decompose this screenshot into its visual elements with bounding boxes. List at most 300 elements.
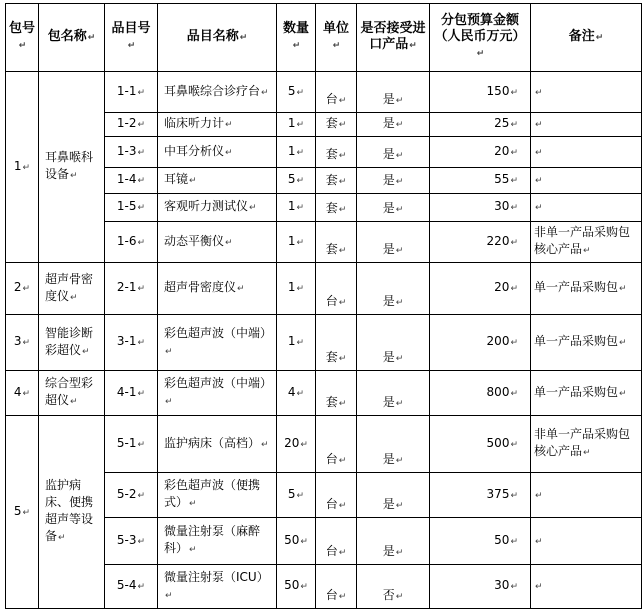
package-name-cell-text: 超声骨密度仪	[45, 271, 94, 303]
budget-cell	[430, 315, 531, 371]
package-no-cell	[6, 315, 39, 371]
paragraph-mark: ↵	[395, 151, 404, 161]
paragraph-mark: ↵	[338, 456, 347, 466]
paragraph-mark: ↵	[22, 284, 31, 294]
item-name-cell-text: 微量注射泵（麻醉科）	[164, 524, 261, 555]
imported-cell-text: 是	[382, 497, 395, 511]
imported-cell-text: 是	[382, 452, 395, 466]
unit-cell	[316, 113, 357, 137]
paragraph-mark: ↵	[300, 536, 308, 547]
paragraph-mark: ↵	[237, 284, 245, 294]
quantity-cell	[277, 473, 316, 518]
paragraph-mark: ↵	[583, 246, 591, 256]
imported-cell-text: 是	[382, 116, 395, 130]
paragraph-mark: ↵	[296, 87, 305, 98]
package-name-cell-text: 综合型彩超仪	[45, 376, 94, 407]
item-name-cell-text: 彩色超声波（中端）	[164, 325, 273, 340]
paragraph-mark: ↵	[165, 397, 173, 407]
item-name-cell-text: 彩色超声波（便携式）	[164, 478, 261, 509]
paragraph-mark: ↵	[296, 237, 305, 248]
item-no-cell	[105, 137, 158, 168]
paragraph-mark: ↵	[510, 388, 518, 399]
item-no-cell-text: 1-5	[116, 199, 137, 213]
paragraph-mark: ↵	[338, 96, 347, 106]
paragraph-mark: ↵	[338, 205, 347, 215]
package-name-cell	[39, 315, 105, 371]
paragraph-mark: ↵	[535, 147, 543, 158]
table-row	[6, 315, 642, 371]
budget-cell-text: 25	[494, 116, 510, 130]
paragraph-mark: ↵	[22, 507, 31, 518]
item-no-cell-text: 5-2	[116, 486, 137, 501]
paragraph-mark: ↵	[261, 87, 269, 98]
unit-cell-text: 台	[325, 294, 338, 308]
quantity-cell	[277, 416, 316, 473]
package-name-cell-text: 监护病床、便携超声等设备	[45, 478, 94, 543]
item-no-cell	[105, 194, 158, 222]
quantity-cell-text: 50	[284, 578, 300, 592]
item-name-cell-text: 超声骨密度仪	[164, 280, 237, 294]
table-row	[6, 371, 642, 416]
imported-cell-text: 是	[382, 92, 395, 106]
item-name-cell-text: 耳鼻喉综合诊疗台	[164, 83, 261, 98]
item-name-cell-text: 临床听力计	[164, 116, 225, 130]
budget-cell-text: 800	[486, 384, 510, 399]
item-no-cell-text: 2-1	[116, 280, 137, 294]
item-name-cell	[158, 518, 277, 565]
paragraph-mark: ↵	[583, 448, 591, 458]
unit-cell-text: 套	[325, 395, 338, 409]
unit-cell-text: 套	[325, 173, 338, 187]
paragraph-mark: ↵	[395, 246, 404, 256]
imported-cell	[357, 72, 430, 113]
paragraph-mark: ↵	[225, 237, 233, 248]
package-name-cell-text: 智能诊断彩超仪	[45, 325, 94, 357]
paragraph-mark: ↵	[510, 490, 518, 501]
unit-cell	[316, 565, 357, 609]
package-no-cell-text: 5	[13, 503, 22, 518]
unit-cell	[316, 473, 357, 518]
paragraph-mark: ↵	[535, 203, 543, 213]
paragraph-mark: ↵	[395, 456, 404, 466]
item-name-cell	[158, 72, 277, 113]
paragraph-mark: ↵	[395, 96, 404, 106]
remark-cell	[531, 473, 642, 518]
paragraph-mark: ↵	[189, 499, 197, 509]
item-name-cell	[158, 113, 277, 137]
budget-cell	[430, 518, 531, 565]
item-name-cell-text: 监护病床（高档）	[164, 435, 261, 450]
paragraph-mark: ↵	[510, 536, 518, 547]
budget-cell	[430, 72, 531, 113]
paragraph-mark: ↵	[510, 203, 518, 213]
remark-cell-text: 非单一产品采购包核心产品	[534, 225, 631, 256]
paragraph-mark: ↵	[338, 592, 347, 602]
item-name-cell	[158, 473, 277, 518]
header-package-name: 包名称↵	[39, 4, 105, 72]
unit-cell	[316, 194, 357, 222]
imported-cell	[357, 168, 430, 194]
paragraph-mark: ↵	[300, 582, 308, 592]
unit-cell-text: 台	[325, 92, 338, 106]
package-name-cell	[39, 72, 105, 263]
header-item-no: 品目号↵	[105, 4, 158, 72]
imported-cell	[357, 416, 430, 473]
paragraph-mark: ↵	[296, 338, 305, 348]
paragraph-mark: ↵	[137, 490, 146, 501]
remark-cell	[531, 315, 642, 371]
remark-cell	[531, 113, 642, 137]
budget-cell	[430, 565, 531, 609]
imported-cell-text: 是	[382, 350, 395, 364]
remark-cell	[531, 168, 642, 194]
paragraph-mark: ↵	[510, 120, 518, 130]
item-name-cell-text: 动态平衡仪	[164, 233, 225, 248]
paragraph-mark: ↵	[22, 338, 31, 348]
item-no-cell-text: 5-1	[116, 435, 137, 450]
paragraph-mark: ↵	[395, 501, 404, 511]
paragraph-mark: ↵	[189, 545, 197, 555]
item-no-cell	[105, 168, 158, 194]
header-unit: 单位↵	[316, 4, 357, 72]
imported-cell-text: 是	[382, 395, 395, 409]
budget-cell-text: 20	[494, 143, 510, 158]
remark-cell	[531, 371, 642, 416]
remark-cell-text: 非单一产品采购包核心产品	[534, 427, 631, 458]
paragraph-mark: ↵	[137, 388, 146, 399]
remark-cell	[531, 137, 642, 168]
imported-cell-text: 是	[382, 242, 395, 256]
quantity-cell	[277, 168, 316, 194]
quantity-cell-text: 5	[287, 486, 296, 501]
header-imported: 是否接受进口产品↵	[357, 4, 430, 72]
item-no-cell-text: 5-4	[116, 578, 137, 592]
paragraph-mark: ↵	[296, 120, 305, 130]
paragraph-mark: ↵	[82, 346, 90, 357]
budget-cell	[430, 222, 531, 263]
budget-cell	[430, 263, 531, 315]
budget-cell-text: 55	[494, 172, 510, 186]
paragraph-mark: ↵	[510, 439, 518, 450]
imported-cell-text: 是	[382, 201, 395, 215]
package-no-cell	[6, 263, 39, 315]
paragraph-mark: ↵	[338, 399, 347, 409]
paragraph-mark: ↵	[535, 582, 543, 592]
budget-cell-text: 200	[486, 334, 510, 348]
budget-cell	[430, 168, 531, 194]
unit-cell-text: 台	[325, 452, 338, 466]
imported-cell	[357, 113, 430, 137]
paragraph-mark: ↵	[338, 151, 347, 161]
paragraph-mark: ↵	[535, 536, 543, 547]
table-body	[6, 72, 642, 609]
package-no-cell	[6, 371, 39, 416]
item-no-cell-text: 3-1	[116, 334, 137, 348]
item-no-cell	[105, 222, 158, 263]
item-no-cell-text: 1-6	[116, 233, 137, 248]
paragraph-mark: ↵	[70, 292, 78, 303]
budget-cell-text: 375	[486, 486, 510, 501]
paragraph-mark: ↵	[137, 439, 146, 450]
quantity-cell	[277, 72, 316, 113]
paragraph-mark: ↵	[137, 237, 146, 248]
item-name-cell-text: 客观听力测试仪	[164, 199, 249, 213]
paragraph-mark: ↵	[137, 338, 146, 348]
remark-cell	[531, 72, 642, 113]
item-no-cell	[105, 518, 158, 565]
header-remarks: 备注↵	[531, 4, 642, 72]
paragraph-mark: ↵	[225, 120, 233, 130]
paragraph-mark: ↵	[338, 120, 347, 130]
quantity-cell	[277, 222, 316, 263]
paragraph-mark: ↵	[70, 171, 78, 181]
remark-cell	[531, 518, 642, 565]
package-no-cell	[6, 72, 39, 263]
paragraph-mark: ↵	[70, 397, 78, 407]
unit-cell	[316, 72, 357, 113]
paragraph-mark: ↵	[510, 87, 518, 98]
header-item-name: 品目名称↵	[158, 4, 277, 72]
unit-cell-text: 台	[325, 588, 338, 602]
paragraph-mark: ↵	[510, 582, 518, 592]
imported-cell-text: 是	[382, 294, 395, 308]
remark-cell	[531, 416, 642, 473]
item-no-cell	[105, 72, 158, 113]
unit-cell	[316, 137, 357, 168]
unit-cell	[316, 315, 357, 371]
item-name-cell	[158, 371, 277, 416]
quantity-cell-text: 5	[287, 83, 296, 98]
unit-cell	[316, 168, 357, 194]
header-package-no: 包号↵	[6, 4, 39, 72]
paragraph-mark: ↵	[225, 147, 233, 158]
paragraph-mark: ↵	[165, 590, 173, 601]
package-no-cell-text: 4	[13, 384, 22, 399]
package-name-cell	[39, 371, 105, 416]
paragraph-mark: ↵	[338, 501, 347, 511]
quantity-cell-text: 50	[284, 532, 300, 547]
paragraph-mark: ↵	[619, 338, 627, 348]
imported-cell	[357, 137, 430, 168]
header-row	[6, 4, 642, 72]
unit-cell-text: 台	[325, 544, 338, 558]
paragraph-mark: ↵	[261, 439, 269, 450]
unit-cell	[316, 416, 357, 473]
paragraph-mark: ↵	[395, 177, 404, 187]
quantity-cell-text: 1	[287, 233, 296, 248]
paragraph-mark: ↵	[395, 399, 404, 409]
paragraph-mark: ↵	[395, 298, 404, 308]
package-no-cell-text: 1	[13, 158, 22, 173]
budget-cell-text: 30	[494, 199, 510, 213]
paragraph-mark: ↵	[22, 162, 31, 173]
quantity-cell	[277, 263, 316, 315]
package-name-cell-text: 耳鼻喉科设备	[45, 150, 94, 181]
procurement-table	[5, 3, 642, 609]
unit-cell-text: 套	[325, 201, 338, 215]
item-no-cell	[105, 263, 158, 315]
unit-cell-text: 套	[325, 116, 338, 130]
item-name-cell-text: 中耳分析仪	[164, 143, 225, 158]
paragraph-mark: ↵	[395, 120, 404, 130]
budget-cell	[430, 416, 531, 473]
item-no-cell-text: 1-4	[116, 172, 137, 186]
quantity-cell	[277, 113, 316, 137]
table-row	[6, 263, 642, 315]
imported-cell	[357, 315, 430, 371]
budget-cell-text: 220	[486, 233, 510, 248]
imported-cell-text: 是	[382, 544, 395, 558]
paragraph-mark: ↵	[510, 284, 518, 294]
paragraph-mark: ↵	[165, 346, 173, 357]
remark-cell	[531, 565, 642, 609]
paragraph-mark: ↵	[619, 388, 627, 399]
paragraph-mark: ↵	[296, 388, 305, 399]
paragraph-mark: ↵	[58, 533, 66, 543]
quantity-cell-text: 1	[287, 280, 296, 294]
paragraph-mark: ↵	[338, 298, 347, 308]
paragraph-mark: ↵	[296, 147, 305, 158]
paragraph-mark: ↵	[395, 354, 404, 364]
item-no-cell-text: 5-3	[116, 532, 137, 547]
item-no-cell	[105, 371, 158, 416]
remark-cell	[531, 263, 642, 315]
paragraph-mark: ↵	[395, 592, 404, 602]
paragraph-mark: ↵	[395, 205, 404, 215]
paragraph-mark: ↵	[137, 284, 146, 294]
budget-cell	[430, 473, 531, 518]
unit-cell	[316, 222, 357, 263]
budget-cell-text: 50	[494, 532, 510, 547]
remark-cell	[531, 222, 642, 263]
paragraph-mark: ↵	[296, 176, 305, 186]
quantity-cell-text: 4	[287, 384, 296, 399]
paragraph-mark: ↵	[338, 354, 347, 364]
imported-cell	[357, 194, 430, 222]
quantity-cell	[277, 518, 316, 565]
item-name-cell	[158, 315, 277, 371]
imported-cell	[357, 263, 430, 315]
item-no-cell-text: 1-2	[116, 116, 137, 130]
paragraph-mark: ↵	[510, 176, 518, 186]
header-budget: 分包预算金额（人民币万元）↵	[430, 4, 531, 72]
imported-cell-text: 否	[382, 588, 395, 602]
paragraph-mark: ↵	[338, 548, 347, 558]
paragraph-mark: ↵	[137, 176, 146, 186]
paragraph-mark: ↵	[535, 490, 543, 501]
quantity-cell-text: 5	[287, 172, 296, 186]
paragraph-mark: ↵	[296, 203, 305, 213]
item-name-cell	[158, 137, 277, 168]
paragraph-mark: ↵	[137, 582, 146, 592]
quantity-cell-text: 1	[287, 143, 296, 158]
package-no-cell-text: 3	[13, 334, 22, 348]
paragraph-mark: ↵	[137, 536, 146, 547]
unit-cell-text: 台	[325, 497, 338, 511]
item-name-cell-text: 微量注射泵（ICU）	[164, 569, 269, 584]
unit-cell-text: 套	[325, 242, 338, 256]
paragraph-mark: ↵	[510, 237, 518, 248]
budget-cell-text: 500	[486, 435, 510, 450]
item-name-cell	[158, 416, 277, 473]
item-name-cell	[158, 565, 277, 609]
paragraph-mark: ↵	[300, 439, 308, 450]
package-no-cell-text: 2	[13, 280, 22, 294]
paragraph-mark: ↵	[535, 176, 543, 186]
paragraph-mark: ↵	[535, 87, 543, 98]
imported-cell	[357, 371, 430, 416]
unit-cell	[316, 371, 357, 416]
table-row	[6, 72, 642, 113]
item-name-cell	[158, 222, 277, 263]
imported-cell	[357, 518, 430, 565]
imported-cell	[357, 565, 430, 609]
paragraph-mark: ↵	[137, 120, 146, 130]
imported-cell-text: 是	[382, 147, 395, 161]
unit-cell-text: 套	[325, 147, 338, 161]
budget-cell-text: 20	[494, 280, 510, 294]
table-row	[6, 416, 642, 473]
budget-cell-text: 150	[486, 83, 510, 98]
imported-cell	[357, 222, 430, 263]
budget-cell	[430, 113, 531, 137]
paragraph-mark: ↵	[296, 284, 305, 294]
quantity-cell	[277, 371, 316, 416]
remark-cell	[531, 194, 642, 222]
item-no-cell-text: 1-1	[116, 83, 137, 98]
paragraph-mark: ↵	[510, 147, 518, 158]
item-no-cell	[105, 113, 158, 137]
item-no-cell-text: 1-3	[116, 143, 137, 158]
item-no-cell-text: 4-1	[116, 384, 137, 399]
remark-cell-text: 单一产品采购包	[534, 280, 619, 294]
item-name-cell	[158, 263, 277, 315]
paragraph-mark: ↵	[137, 87, 146, 98]
item-name-cell	[158, 194, 277, 222]
budget-cell-text: 30	[494, 578, 510, 592]
item-no-cell	[105, 416, 158, 473]
paragraph-mark: ↵	[189, 176, 197, 186]
unit-cell-text: 套	[325, 350, 338, 364]
paragraph-mark: ↵	[510, 338, 518, 348]
imported-cell	[357, 473, 430, 518]
remark-cell-text: 单一产品采购包	[534, 384, 619, 399]
quantity-cell	[277, 315, 316, 371]
budget-cell	[430, 137, 531, 168]
item-name-cell-text: 彩色超声波（中端）	[164, 376, 273, 390]
paragraph-mark: ↵	[137, 203, 146, 213]
header-quantity: 数量↵	[277, 4, 316, 72]
paragraph-mark: ↵	[137, 147, 146, 158]
quantity-cell	[277, 565, 316, 609]
quantity-cell	[277, 194, 316, 222]
quantity-cell-text: 1	[287, 199, 296, 213]
item-no-cell	[105, 315, 158, 371]
imported-cell-text: 是	[382, 173, 395, 187]
remark-cell-text: 单一产品采购包	[534, 334, 619, 348]
paragraph-mark: ↵	[395, 548, 404, 558]
budget-cell	[430, 371, 531, 416]
item-no-cell	[105, 473, 158, 518]
paragraph-mark: ↵	[619, 284, 627, 294]
paragraph-mark: ↵	[22, 388, 31, 399]
package-name-cell	[39, 263, 105, 315]
quantity-cell-text: 1	[287, 116, 296, 130]
quantity-cell-text: 20	[284, 435, 300, 450]
paragraph-mark: ↵	[296, 490, 305, 501]
paragraph-mark: ↵	[338, 246, 347, 256]
unit-cell	[316, 263, 357, 315]
